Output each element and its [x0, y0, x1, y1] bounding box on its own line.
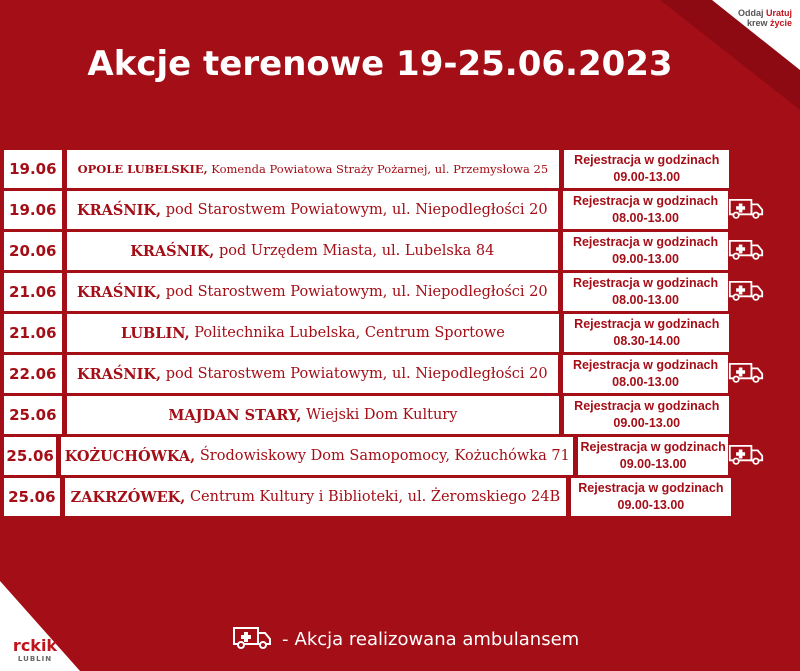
ambulance-slot — [728, 437, 764, 475]
table-row — [4, 314, 764, 352]
ambulance-slot — [728, 273, 764, 311]
table-row — [4, 150, 764, 188]
registration-hours — [564, 150, 729, 188]
registration-time: 09.00-13.00 — [617, 498, 685, 512]
table-row — [4, 191, 764, 229]
event-city: OPOLE LUBELSKIE, — [77, 162, 208, 176]
registration-hours — [564, 314, 729, 352]
ambulance-icon — [728, 195, 764, 225]
oddaj-krew-logo: Oddaj Uratuj krew życie — [737, 8, 792, 28]
registration-time: 08.30-14.00 — [613, 334, 681, 348]
rckik-logo-text: rckik — [12, 636, 58, 655]
registration-hours — [571, 478, 731, 516]
event-location — [67, 273, 559, 311]
registration-time: 08.00-13.00 — [612, 375, 679, 389]
event-location — [67, 314, 559, 352]
event-address: pod Urzędem Miasta, ul. Lubelska 84 — [218, 243, 495, 259]
registration-time: 08.00-13.00 — [612, 211, 679, 225]
registration-label: Rejestracja w godzinach — [572, 276, 719, 290]
ambulance-slot — [731, 478, 764, 516]
event-city: LUBLIN, — [121, 324, 190, 342]
ambulance-slot — [729, 314, 764, 352]
ambulance-slot — [729, 150, 764, 188]
registration-hours — [563, 273, 728, 311]
table-row — [4, 437, 764, 475]
registration-label: Rejestracja w godzinach — [574, 399, 720, 413]
legend-text: Akcja realizowana ambulansem — [294, 629, 580, 650]
event-location — [67, 355, 559, 393]
event-city: KRAŚNIK, — [77, 201, 162, 219]
legend — [232, 624, 579, 655]
ambulance-slot — [728, 355, 764, 393]
event-address: Środowiskowy Dom Samopomocy, Kożuchówka 71 — [199, 448, 570, 464]
ambulance-icon — [728, 441, 764, 471]
ambulance-slot — [728, 191, 764, 229]
event-address: Wiejski Dom Kultury — [306, 407, 458, 423]
registration-time: 09.00-13.00 — [613, 170, 681, 184]
event-date: 20.06 — [4, 232, 62, 270]
table-row — [4, 355, 764, 393]
event-address: pod Starostwem Powiatowym, ul. Niepodległości 20 — [165, 284, 548, 300]
ambulance-slot — [729, 396, 764, 434]
ambulance-icon — [728, 236, 764, 266]
ambulance-slot — [728, 232, 764, 270]
event-location — [61, 437, 573, 475]
registration-label: Rejestracja w godzinach — [572, 235, 719, 249]
event-address: Komenda Powiatowa Straży Pożarnej, ul. Przemysłowa 25 — [211, 162, 549, 176]
event-city: KOŻUCHÓWKA, — [64, 447, 196, 465]
event-date: 25.06 — [4, 396, 62, 434]
schedule-table — [4, 150, 764, 519]
rckik-logo-sub: LUBLIN — [17, 655, 53, 663]
registration-label: Rejestracja w godzinach — [574, 317, 720, 331]
event-location — [67, 150, 559, 188]
registration-time: 09.00-13.00 — [613, 416, 681, 430]
registration-label: Rejestracja w godzinach — [580, 440, 726, 454]
registration-hours — [563, 355, 728, 393]
table-row — [4, 232, 764, 270]
registration-time: 09.00-13.00 — [612, 252, 679, 266]
registration-hours — [563, 232, 728, 270]
table-row — [4, 478, 764, 516]
event-date: 25.06 — [4, 478, 60, 516]
event-date: 19.06 — [4, 150, 62, 188]
event-city: KRAŚNIK, — [77, 283, 162, 301]
event-location — [67, 232, 559, 270]
ambulance-icon — [232, 624, 272, 655]
registration-label: Rejestracja w godzinach — [572, 194, 719, 208]
event-city: KRAŚNIK, — [130, 242, 215, 260]
event-city: ZAKRZÓWEK, — [70, 488, 186, 506]
registration-time: 09.00-13.00 — [619, 457, 687, 471]
registration-hours — [578, 437, 728, 475]
registration-hours — [563, 191, 728, 229]
event-address: pod Starostwem Powiatowym, ul. Niepodległości 20 — [165, 366, 548, 382]
event-date: 21.06 — [4, 314, 62, 352]
registration-label: Rejestracja w godzinach — [574, 153, 720, 167]
legend-dash: - — [282, 629, 289, 650]
registration-time: 08.00-13.00 — [612, 293, 679, 307]
event-city: KRAŚNIK, — [77, 365, 162, 383]
event-date: 19.06 — [4, 191, 62, 229]
page-title: Akcje terenowe 19-25.06.2023 — [87, 44, 673, 84]
event-location — [67, 396, 559, 434]
event-date: 25.06 — [4, 437, 56, 475]
event-location — [67, 191, 559, 229]
event-address: Centrum Kultury i Biblioteki, ul. Żeromskiego 24B — [189, 489, 561, 505]
event-location — [65, 478, 566, 516]
event-city: MAJDAN STARY, — [168, 406, 302, 424]
registration-hours — [564, 396, 729, 434]
table-row — [4, 396, 764, 434]
ambulance-icon — [728, 359, 764, 389]
registration-label: Rejestracja w godzinach — [578, 481, 724, 495]
rckik-logo — [10, 636, 60, 663]
event-date: 21.06 — [4, 273, 62, 311]
event-address: Politechnika Lubelska, Centrum Sportowe — [194, 325, 505, 341]
registration-label: Rejestracja w godzinach — [572, 358, 719, 372]
table-row — [4, 273, 764, 311]
event-address: pod Starostwem Powiatowym, ul. Niepodległości 20 — [165, 202, 548, 218]
ambulance-icon — [728, 277, 764, 307]
event-date: 22.06 — [4, 355, 62, 393]
